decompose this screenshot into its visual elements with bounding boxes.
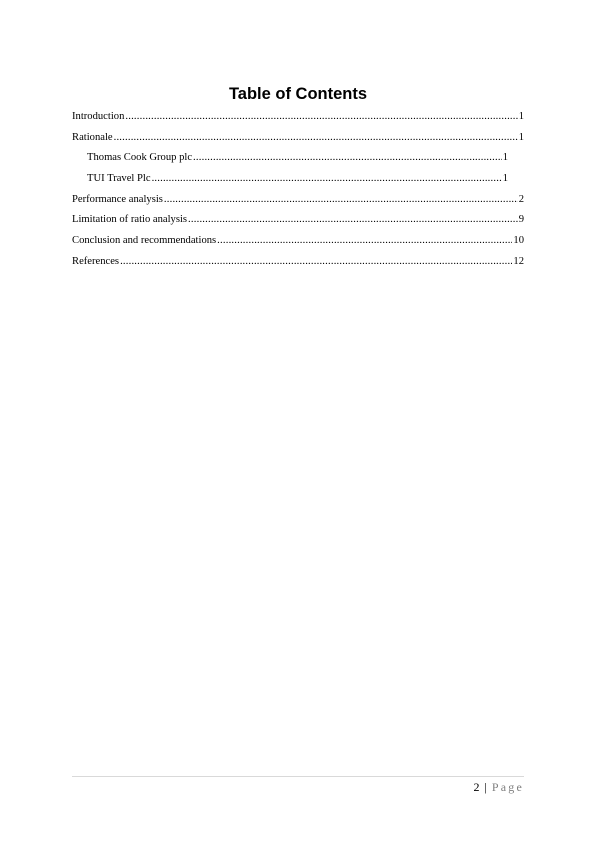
toc-entry-text: Rationale [72, 131, 113, 143]
toc-entry-introduction[interactable] [72, 110, 524, 131]
toc-entry-references[interactable] [72, 255, 524, 276]
toc-entry-text: References [72, 255, 120, 267]
toc-dot-leader [120, 255, 512, 269]
toc-entry-text: Introduction [72, 111, 125, 122]
toc-entry-page: 2 [518, 193, 524, 205]
toc-entry-limitation-ratio-analysis[interactable] [72, 213, 524, 234]
toc-dot-leader [152, 172, 502, 186]
footer-separator: | [484, 780, 487, 794]
toc-entry-text: TUI Travel Plc [87, 173, 151, 185]
toc-entry-tui-travel[interactable] [72, 172, 508, 193]
toc-dot-leader [188, 213, 518, 227]
footer-divider [72, 776, 524, 777]
toc-dot-leader [114, 131, 518, 145]
toc-entry-rationale[interactable] [72, 131, 524, 152]
toc-entry-page: 1 [518, 111, 524, 122]
toc-entry-text: Limitation of ratio analysis [72, 214, 188, 226]
toc-dot-leader [164, 193, 518, 207]
toc-entry-performance-analysis[interactable] [72, 193, 524, 214]
toc-entry-text: Performance analysis [72, 193, 163, 205]
footer-page-label: Page [491, 780, 524, 794]
toc-entry-page: 10 [513, 235, 524, 247]
toc-dot-leader [217, 234, 512, 248]
toc-dot-leader [193, 151, 502, 165]
page-footer [473, 780, 524, 794]
toc-entry-page: 9 [518, 214, 524, 226]
toc-entry-page: 1 [502, 152, 508, 164]
toc-title: Table of Contents [228, 85, 368, 103]
table-of-contents [72, 110, 524, 276]
toc-entry-page: 12 [513, 255, 524, 267]
toc-entry-text: Thomas Cook Group plc [87, 152, 193, 164]
toc-entry-conclusion[interactable] [72, 234, 524, 255]
footer-page-number: 2 [473, 780, 480, 794]
toc-entry-page: 1 [502, 173, 508, 185]
toc-entry-thomas-cook[interactable] [72, 151, 508, 172]
toc-entry-text: Conclusion and recommendations [72, 235, 217, 247]
toc-dot-leader [125, 110, 517, 124]
toc-entry-page: 1 [518, 131, 524, 143]
